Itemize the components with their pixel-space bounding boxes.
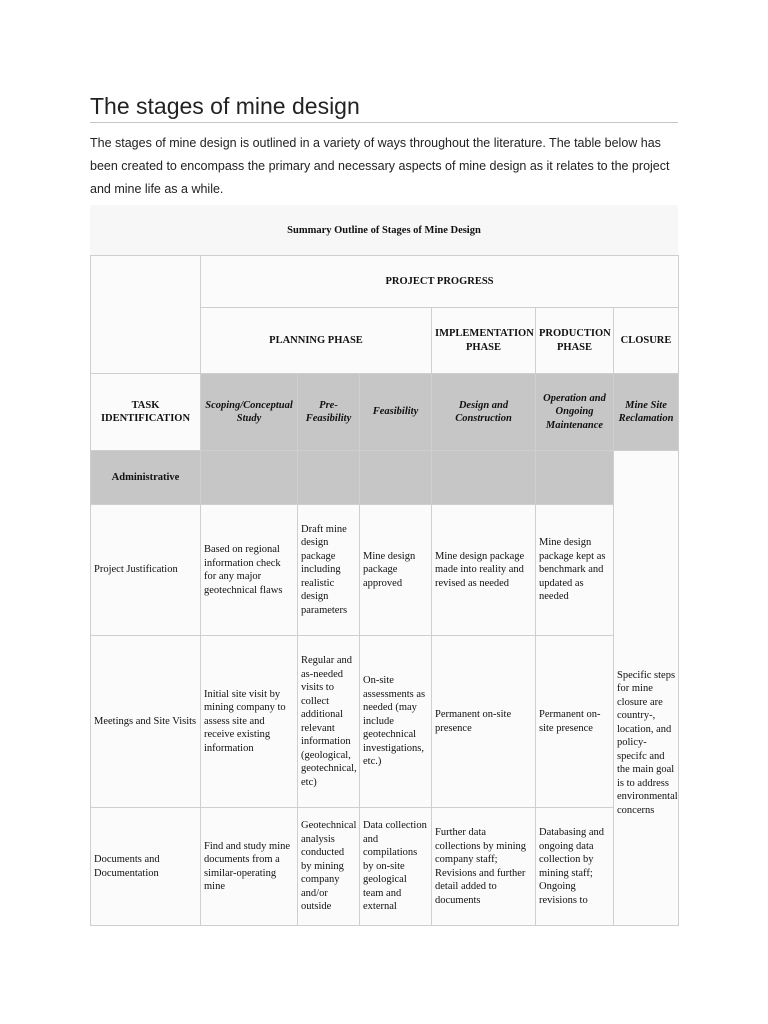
section-empty-cell xyxy=(298,451,360,505)
column-header-operation: Operation and Ongoing Maintenance xyxy=(536,374,614,451)
column-header-reclamation: Mine Site Reclamation xyxy=(614,374,679,451)
operation-cell: Databasing and ongoing data collection by mining staff; Ongoing revisions to xyxy=(536,808,614,926)
section-empty-cell xyxy=(432,451,536,505)
feasibility-cell: On-site assessments as needed (may include geotechnical investigations, etc.) xyxy=(360,636,432,808)
feasibility-cell: Mine design package approved xyxy=(360,505,432,636)
column-header-design: Design and Construction xyxy=(432,374,536,451)
production-phase-header: PRODUCTION PHASE xyxy=(536,308,614,374)
scoping-cell: Find and study mine documents from a similar-operating mine xyxy=(201,808,298,926)
header-empty-cell xyxy=(91,256,201,374)
section-label-administrative: Administrative xyxy=(91,451,201,505)
header-row-progress xyxy=(91,256,679,308)
closure-note: Specific steps for mine closure are country-, location, and policy-specifc and the main goal is to address environmental concerns xyxy=(614,451,679,926)
design-cell: Further data collections by mining company staff; Revisions and further detail added to documents xyxy=(432,808,536,926)
column-header-scoping: Scoping/Conceptual Study xyxy=(201,374,298,451)
header-row-columns xyxy=(91,374,679,451)
feasibility-cell: Data collection and compilations by on-site geological team and external xyxy=(360,808,432,926)
page-title: The stages of mine design xyxy=(90,92,678,123)
column-header-prefeasibility: Pre-Feasibility xyxy=(298,374,360,451)
closure-phase-header: CLOSURE xyxy=(614,308,679,374)
task-cell: Meetings and Site Visits xyxy=(91,636,201,808)
section-row-administrative xyxy=(91,451,679,505)
scoping-cell: Initial site visit by mining company to assess site and receive existing information xyxy=(201,636,298,808)
table-caption-box xyxy=(90,205,678,255)
intro-paragraph: The stages of mine design is outlined in a variety of ways throughout the literature. The table below has been created to encompass the primary and necessary aspects of mine design as it relates to the project and mine life as a while. xyxy=(90,136,670,196)
section-empty-cell xyxy=(201,451,298,505)
mine-design-table xyxy=(90,255,679,926)
planning-phase-header: PLANNING PHASE xyxy=(201,308,432,374)
table-row xyxy=(91,505,679,636)
column-header-feasibility: Feasibility xyxy=(360,374,432,451)
task-cell: Documents and Documentation xyxy=(91,808,201,926)
design-cell: Mine design package made into reality and revised as needed xyxy=(432,505,536,636)
prefeasibility-cell: Regular and as-needed visits to collect additional relevant information (geological, geotechnical, etc) xyxy=(298,636,360,808)
section-empty-cell xyxy=(360,451,432,505)
task-cell: Project Justification xyxy=(91,505,201,636)
table-caption: Summary Outline of Stages of Mine Design xyxy=(287,224,481,236)
column-header-task: TASK IDENTIFICATION xyxy=(91,374,201,451)
scoping-cell: Based on regional information check for any major geotechnical flaws xyxy=(201,505,298,636)
section-empty-cell xyxy=(536,451,614,505)
table-row xyxy=(91,808,679,926)
design-cell: Permanent on-site presence xyxy=(432,636,536,808)
table-row xyxy=(91,636,679,808)
operation-cell: Mine design package kept as benchmark and updated as needed xyxy=(536,505,614,636)
prefeasibility-cell: Geotechnical analysis conducted by mining company and/or outside xyxy=(298,808,360,926)
operation-cell: Permanent on-site presence xyxy=(536,636,614,808)
implementation-phase-header: IMPLEMENTATION PHASE xyxy=(432,308,536,374)
project-progress-header: PROJECT PROGRESS xyxy=(201,256,679,308)
prefeasibility-cell: Draft mine design package including realistic design parameters xyxy=(298,505,360,636)
